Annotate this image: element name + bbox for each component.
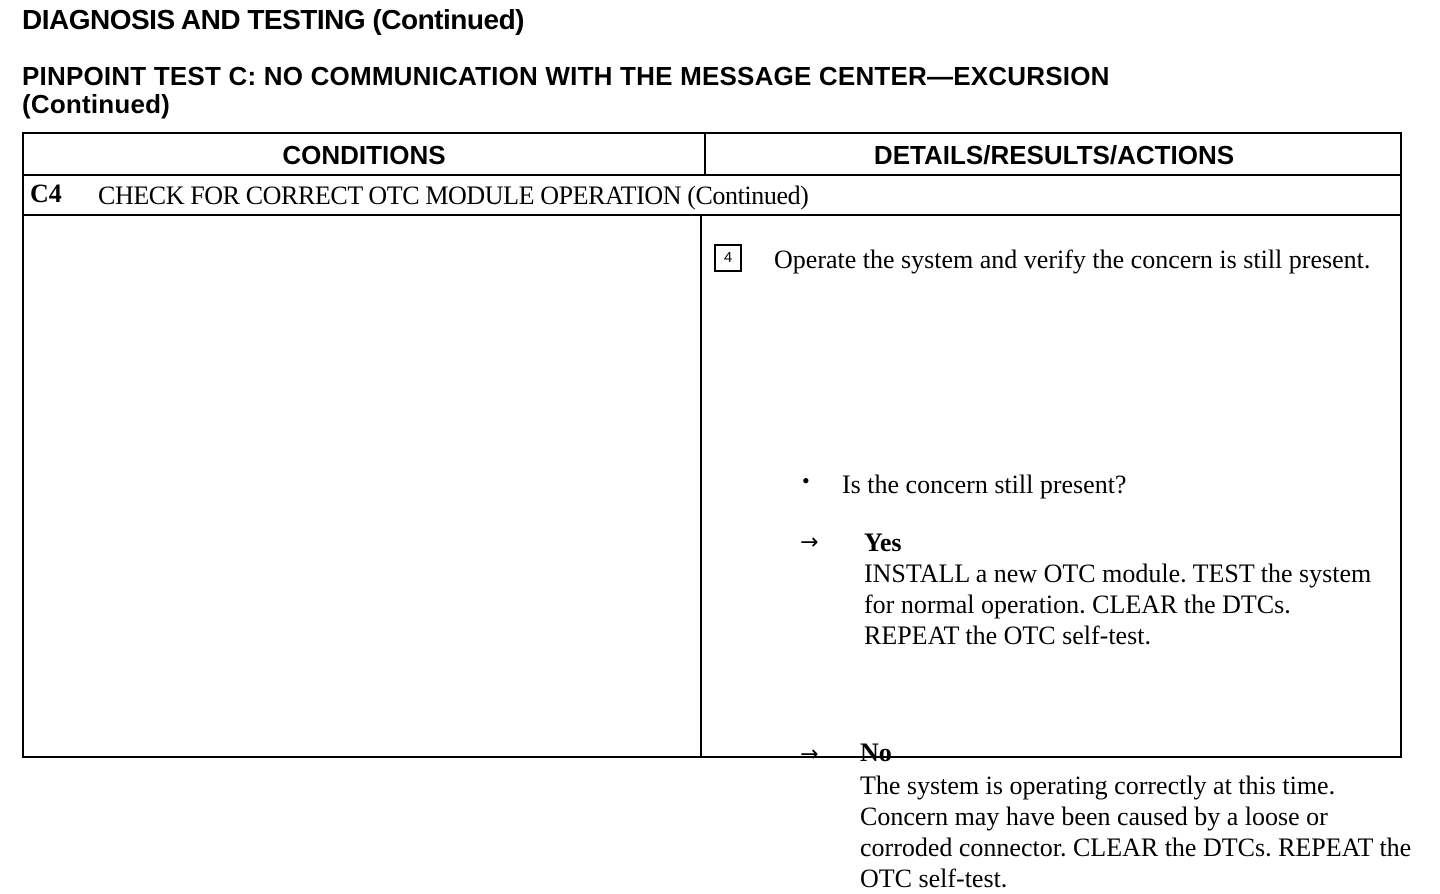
- arrow-right-icon: →: [800, 742, 819, 767]
- details-column-header: DETAILS/RESULTS/ACTIONS: [873, 140, 1235, 170]
- step-row: [24, 176, 1400, 216]
- step-number-box: 4: [714, 244, 742, 272]
- table-header-row: [24, 134, 1400, 176]
- pinpoint-test-continued: (Continued): [22, 89, 171, 119]
- pinpoint-test-title-text: PINPOINT TEST C: NO COMMUNICATION WITH THE MESSAGE CENTER—EXCURSION: [22, 61, 1110, 91]
- bullet-icon: •: [802, 468, 810, 493]
- step-instruction: Operate the system and verify the concern is still present.: [774, 245, 1371, 274]
- pinpoint-test-table: [22, 132, 1412, 893]
- yes-label: Yes: [864, 528, 902, 557]
- conditions-column-header: CONDITIONS: [282, 140, 446, 170]
- step-title: CHECK FOR CORRECT OTC MODULE OPERATION (Continued): [98, 181, 809, 210]
- details-cell: [702, 216, 1412, 893]
- no-action: The system is operating correctly at this time. Concern may have been caused by a loose or corroded connector. CLEAR the DTCs. REPEAT the OTC self-test.: [860, 771, 1412, 893]
- step-id: C4: [30, 179, 62, 208]
- pinpoint-test-title: [22, 62, 1110, 118]
- step-question: Is the concern still present?: [842, 470, 1127, 499]
- page-heading: DIAGNOSIS AND TESTING (Continued): [22, 4, 524, 35]
- no-label: No: [860, 738, 892, 767]
- yes-action: INSTALL a new OTC module. TEST the system for normal operation. CLEAR the DTCs. REPEAT the OTC self-test.: [864, 559, 1372, 650]
- arrow-right-icon: →: [800, 530, 819, 555]
